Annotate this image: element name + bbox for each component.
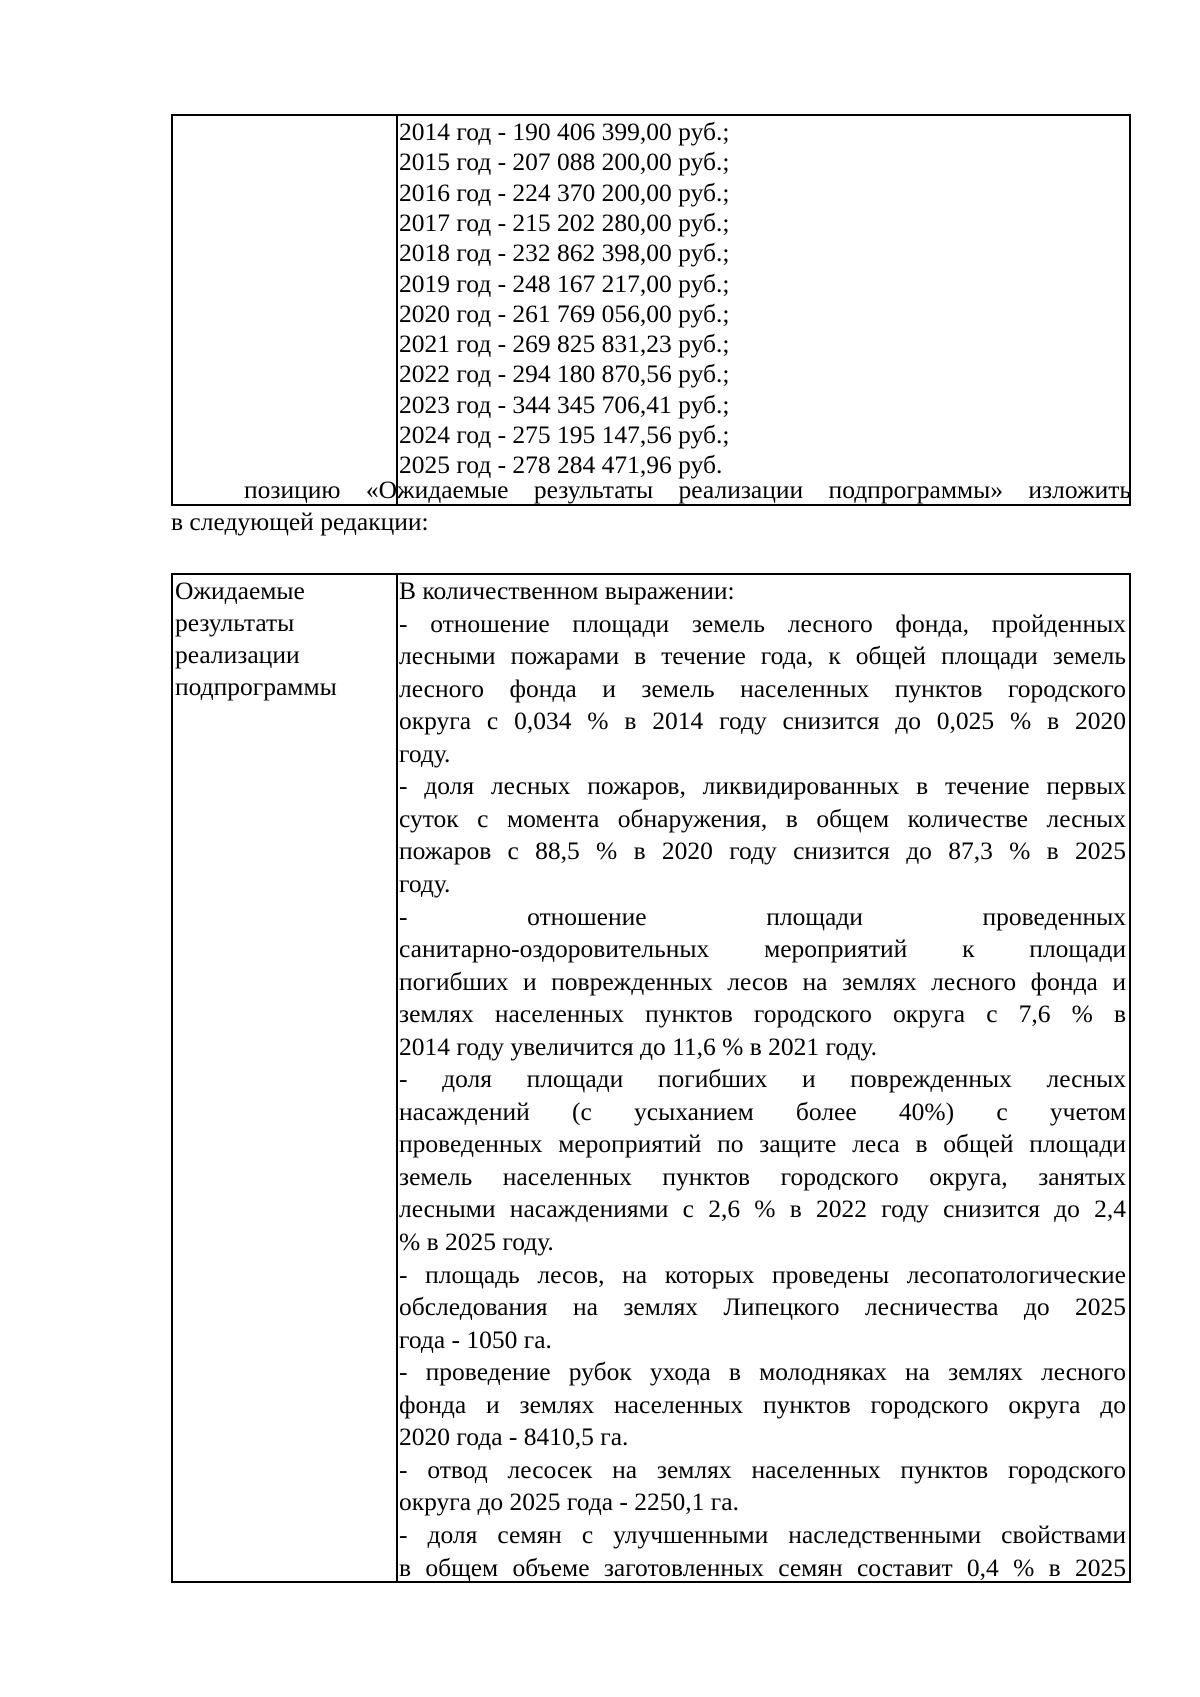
- results-text-line: году.: [399, 868, 451, 898]
- results-text-line: - отношение площади земель лесного фонда, пройденных: [399, 608, 1126, 638]
- results-text-line: обследования на землях Липецкого лесничества до 2025: [399, 1292, 1126, 1322]
- funding-year-line: 2021 год - 269 825 831,23 руб.;: [399, 329, 730, 359]
- funding-cell: [399, 116, 1129, 504]
- results-text-line: - доля лесных пожаров, ликвидированных в течение первых: [399, 771, 1126, 801]
- funding-year-line: 2016 год - 224 370 200,00 руб.;: [399, 177, 730, 207]
- results-text-line: - доля семян с улучшенными наследственными свойствами: [399, 1519, 1126, 1549]
- table-column-divider: [396, 575, 398, 1581]
- results-text-line: В количественном выражении:: [399, 576, 735, 605]
- results-text-line: году.: [399, 738, 451, 768]
- results-text-line: фонда и землях населенных пунктов городского округа до: [399, 1389, 1126, 1419]
- funding-year-line: 2014 год - 190 406 399,00 руб.;: [399, 117, 730, 146]
- results-text-line: лесного фонда и земель населенных пунктов городского: [399, 673, 1126, 703]
- results-text-line: года - 1050 га.: [399, 1324, 552, 1354]
- funding-table: [171, 114, 1131, 506]
- results-text-line: погибших и поврежденных лесов на землях лесного фонда и: [399, 966, 1126, 996]
- results-text-line: лесными насаждениями с 2,6 % в 2022 году снизится до 2,4: [399, 1194, 1126, 1224]
- funding-year-line: 2019 год - 248 167 217,00 руб.;: [399, 268, 730, 298]
- results-label-line: Ожидаемые: [175, 576, 305, 605]
- results-text-line: - отвод лесосек на землях населенных пунктов городского: [399, 1454, 1126, 1484]
- results-table: [171, 573, 1131, 1583]
- instruction-line-1: позицию «Ожидаемые результаты реализации подпрограммы» изложить: [244, 475, 1131, 504]
- results-text-line: в общем объеме заготовленных семян составит 0,4 % в 2025: [399, 1552, 1126, 1582]
- funding-year-line: 2022 год - 294 180 870,56 руб.;: [399, 359, 730, 389]
- results-label-line: реализации: [175, 640, 300, 669]
- results-label-line: результаты: [175, 608, 295, 637]
- results-text-line: лесными пожарами в течение года, к общей площади земель: [399, 641, 1126, 671]
- funding-year-line: 2018 год - 232 862 398,00 руб.;: [399, 238, 730, 268]
- funding-year-line: 2025 год - 278 284 471,96 руб.: [399, 450, 723, 480]
- funding-year-line: 2017 год - 215 202 280,00 руб.;: [399, 207, 730, 237]
- results-text-line: насаждений (с усыханием более 40%) с учетом: [399, 1096, 1126, 1126]
- results-text-line: землях населенных пунктов городского округа с 7,6 % в: [399, 999, 1126, 1029]
- results-text-line: 2020 года - 8410,5 га.: [399, 1422, 629, 1452]
- results-text-line: проведенных мероприятий по защите леса в общей площади: [399, 1129, 1126, 1159]
- instruction-line-2: в следующей редакции:: [171, 507, 429, 536]
- results-text-line: округа до 2025 года - 2250,1 га.: [399, 1487, 739, 1517]
- results-text-line: санитарно-оздоровительных мероприятий к площади: [399, 934, 1126, 964]
- funding-year-line: 2020 год - 261 769 056,00 руб.;: [399, 298, 730, 328]
- results-label-cell: [175, 575, 393, 703]
- results-text-line: суток с момента обнаружения, в общем количестве лесных: [399, 803, 1126, 833]
- results-text-line: 2014 году увеличится до 11,6 % в 2021 году.: [399, 1031, 877, 1061]
- results-text-line: земель населенных пунктов городского округа, занятых: [399, 1161, 1126, 1191]
- results-text-line: - отношение площади проведенных: [399, 901, 1126, 931]
- funding-year-line: 2015 год - 207 088 200,00 руб.;: [399, 147, 730, 177]
- results-text-line: пожаров с 88,5 % в 2020 году снизится до 87,3 % в 2025: [399, 836, 1126, 866]
- table-column-divider: [396, 116, 398, 504]
- results-text-line: - площадь лесов, на которых проведены лесопатологические: [399, 1259, 1126, 1289]
- results-text-line: - доля площади погибших и поврежденных лесных: [399, 1064, 1126, 1094]
- funding-year-line: 2024 год - 275 195 147,56 руб.;: [399, 420, 730, 449]
- funding-year-line: 2023 год - 344 345 706,41 руб.;: [399, 389, 730, 419]
- results-text-line: % в 2025 году.: [399, 1227, 554, 1256]
- results-label-line: подпрограммы: [175, 672, 337, 701]
- results-text-line: округа с 0,034 % в 2014 году снизится до 0,025 % в 2020: [399, 706, 1126, 736]
- results-text-line: - проведение рубок ухода в молодняках на землях лесного: [399, 1357, 1126, 1387]
